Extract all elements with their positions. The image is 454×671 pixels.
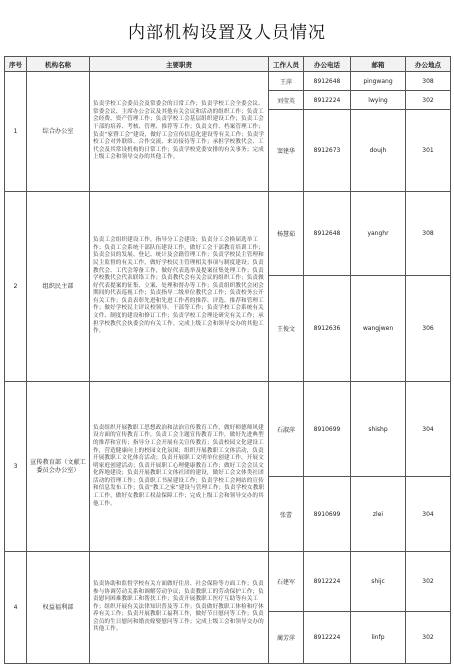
staff-room: 308: [406, 72, 451, 91]
staff-phone: 8912673: [304, 110, 351, 192]
dept-name: 组织民主部: [27, 192, 90, 382]
staff-room: 301: [406, 110, 451, 192]
org-table: [4, 56, 451, 664]
staff-phone: 8912224: [304, 91, 351, 110]
staff-email: doujh: [351, 110, 406, 192]
staff-room: 306: [406, 276, 451, 382]
header-dept: 机构名称: [27, 57, 90, 72]
staff-phone: 8910699: [304, 382, 351, 477]
staff-name: 王俊文: [269, 276, 304, 382]
row-index: 4: [5, 552, 27, 664]
staff-room: 302: [406, 91, 451, 110]
header-index: 序号: [5, 57, 27, 72]
staff-room: 302: [406, 552, 451, 612]
staff-name: 刘莹英: [269, 91, 304, 110]
header-duties: 主要职责: [90, 57, 269, 72]
page-title: 内部机构设置及人员情况: [128, 23, 326, 43]
header-room: 办公地点: [406, 57, 451, 72]
staff-email: linfp: [351, 612, 406, 664]
dept-duties: 负责组织开展教职工思想政治和法治宣传教育工作，做好师德师风建设方面的宣传教育工作，负责工会主题宣传教育工作，做好先进典型的推荐和宣传；指导分工会开展有关宣传教育；负责校园文化建设工作，营造健康向上的校园文化氛围；组织开展教职工文体活动，负责开展教职工文化体育活动；负责开展职工文明单位创建工作，开展文明家庭创建活动；负责开展职工心理健康教育工作；做好工会会员文化阵地建设；负责开展教职工文体社团的建设，做好工会文体类社团活动的管理工作；负责职工书屋建设工作；负责学校工会网站的宣传和信息发布工作；负责“教工之家”建设与管理工作；负责学校女教职工工作，做好女教职工权益保障工作；完成上级工会和领导交办的其他工作。: [90, 382, 269, 552]
dept-duties: 负责学校工会委员会及常委会的日常工作；负责学校工会全委会议、常委会议、主席办公会议及其他有关会议和活动的组织工作；负责工会经费、资产管理工作；负责学校工会基层组织建设工作；负责工会干部的培养、考核、管理、推荐等工作；负责文件、档案管理工作；负责“家暨工会”建设，做好工会宣传信息化建设等有关工作；负责学校工会对外联络、合作交流、来访接待等工作；承担学校教代会、工代会及其常设机构的日常工作；负责学校党委安排的有关事务；完成上级工会和领导交办的其他工作。: [90, 72, 269, 192]
table-row: [5, 192, 451, 276]
table-row: [5, 72, 451, 91]
staff-room: 308: [406, 192, 451, 276]
staff-name: 张蕾: [269, 477, 304, 552]
staff-name: 王萍: [269, 72, 304, 91]
dept-name: 权益福利部: [27, 552, 90, 664]
header-row: [5, 57, 451, 72]
header-phone: 办公电话: [304, 57, 351, 72]
staff-email: shishp: [351, 382, 406, 477]
staff-phone: 8912648: [304, 192, 351, 276]
header-staff: 工作人员: [269, 57, 304, 72]
staff-email: yanghr: [351, 192, 406, 276]
staff-name: 石淑萍: [269, 382, 304, 477]
staff-room: 304: [406, 382, 451, 477]
header-email: 邮箱: [351, 57, 406, 72]
staff-email: pingwang: [351, 72, 406, 91]
table-row: [5, 552, 451, 612]
dept-name: 宣传教育部（文献工委员会办公室）: [27, 382, 90, 552]
dept-name: 综合办公室: [27, 72, 90, 192]
table-row: [5, 382, 451, 477]
row-index: 1: [5, 72, 27, 192]
staff-name: 杨慧茹: [269, 192, 304, 276]
staff-phone: 8912648: [304, 72, 351, 91]
row-index: 3: [5, 382, 27, 552]
staff-email: shijc: [351, 552, 406, 612]
staff-name: 石建军: [269, 552, 304, 612]
staff-email: lwying: [351, 91, 406, 110]
staff-room: 304: [406, 477, 451, 552]
staff-name: 蔺芳萍: [269, 612, 304, 664]
dept-duties: 负责工会组织建设工作，指导分工会建设；负责分工会换届选举工作；负责工会系统干部队伍建设工作，做好工会干部教育培训工作；负责会员的发展、登记、统计及会籍管理工作；负责学校民主管理和民主监督的有关工作，做好学校民主管理相关事项与制度建设；负责教代会、工代会筹备工作，做好代表选举及提案征集处理工作；负责学校教代会代表联络工作；负责教代会有关会议的组织工作；负责做好代表提案的征集、立案、处理和督办等工作；负责组织教代会闭会期间的代表巡视工作；负责指导二级单位教代会工作；负责校务公开有关工作；负责表彰先进和先进工作者的推荐、评选、推荐和管理工作；做好学校民主评议校领导、干部等工作；负责学校工会系统有关文件、制度的建设和修订工作；负责学校工会理论研究有关工作；承担学校教代会执委会的有关工作。完成上级工会和领导交办的其他工作。: [90, 192, 269, 382]
staff-phone: 8912224: [304, 612, 351, 664]
row-index: 2: [5, 192, 27, 382]
staff-phone: 8912636: [304, 276, 351, 382]
staff-room: 302: [406, 612, 451, 664]
staff-email: zlei: [351, 477, 406, 552]
staff-phone: 8910699: [304, 477, 351, 552]
staff-name: 窦建华: [269, 110, 304, 192]
staff-email: wangjwen: [351, 276, 406, 382]
dept-duties: 负责协助和监督学校有关方面做好住房、社会保险等方面工作；负责参与协调劳动关系和调解劳动争议；负责教职工的劳动保护工作；负责慰问困难教职工和帮扶工作；负责开展教职工医疗互助等有关工作；组织开展有关法律知识普及等工作；负责做好教职工体检和疗休养有关工作；负责开展教职工福利工作，做好节日慰问等工作；负责会员的生日慰问和婚丧嫁娶慰问等工作；完成上级工会和领导交办的其他工作。: [90, 552, 269, 664]
staff-phone: 8912224: [304, 552, 351, 612]
